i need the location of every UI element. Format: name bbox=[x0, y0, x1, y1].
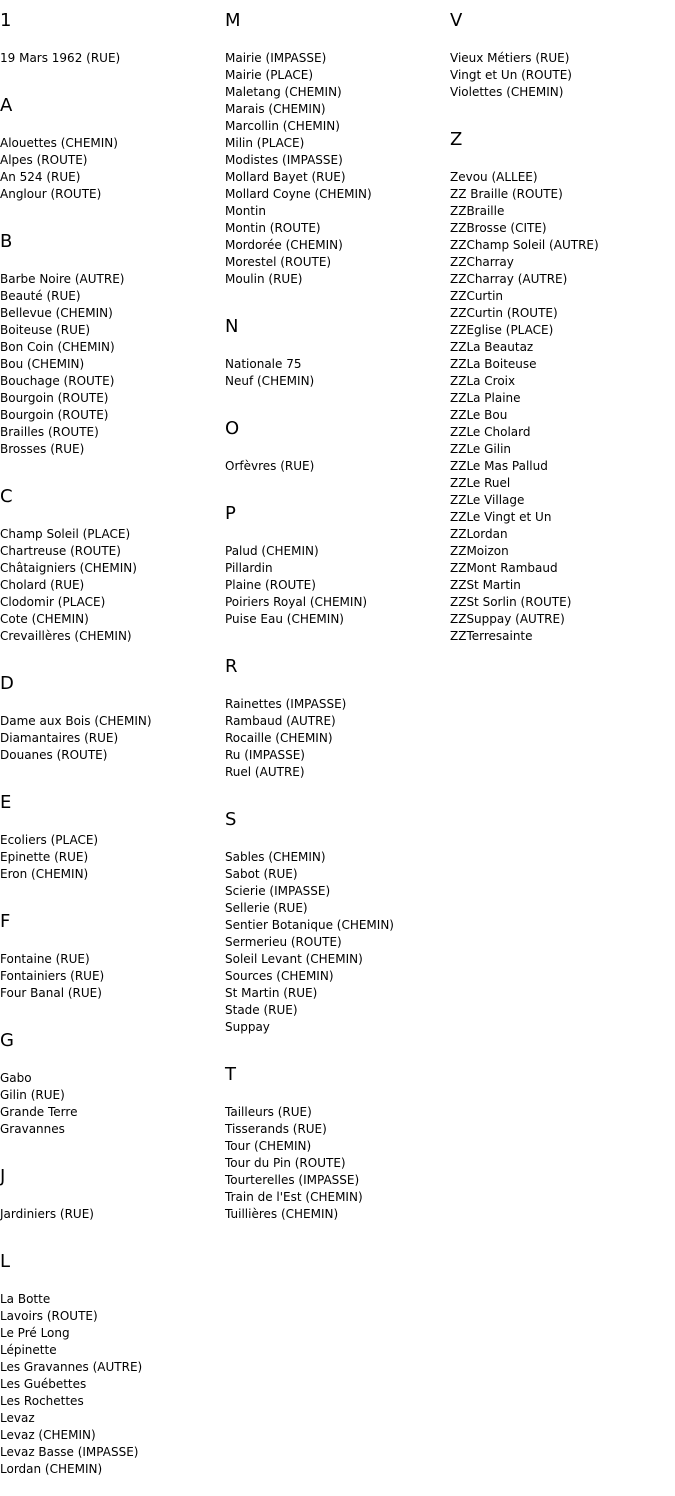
section-letter-heading: 1 bbox=[0, 10, 12, 31]
street-entry: Mairie (IMPASSE) bbox=[225, 51, 327, 65]
street-entry: Orfèvres (RUE) bbox=[225, 459, 315, 473]
index-section bbox=[0, 231, 225, 476]
street-entry: Bouchage (ROUTE) bbox=[0, 374, 115, 388]
street-entry: Dame aux Bois (CHEMIN) bbox=[0, 714, 152, 728]
section-letter-heading: L bbox=[0, 1251, 11, 1272]
index-section bbox=[225, 503, 450, 646]
street-list bbox=[450, 169, 675, 645]
street-list bbox=[0, 526, 225, 645]
street-list bbox=[225, 458, 450, 475]
index-section bbox=[0, 1030, 225, 1156]
street-entry: Cholard (RUE) bbox=[0, 578, 85, 592]
street-entry: Vieux Métiers (RUE) bbox=[450, 51, 570, 65]
street-entry: ZZSt Sorlin (ROUTE) bbox=[450, 595, 572, 609]
street-entry: ZZCurtin (ROUTE) bbox=[450, 306, 558, 320]
street-entry: Tourterelles (IMPASSE) bbox=[225, 1173, 360, 1187]
street-entry: ZZCharray (AUTRE) bbox=[450, 272, 568, 286]
street-entry: Ecoliers (PLACE) bbox=[0, 833, 99, 847]
street-entry: Douanes (ROUTE) bbox=[0, 748, 108, 762]
street-entry: Stade (RUE) bbox=[225, 1003, 298, 1017]
street-entry: ZZLe Ruel bbox=[450, 476, 511, 490]
street-entry: Gabo bbox=[0, 1071, 32, 1085]
street-entry: Maletang (CHEMIN) bbox=[225, 85, 342, 99]
street-entry: ZZEglise (PLACE) bbox=[450, 323, 554, 337]
street-entry: Crevaillères (CHEMIN) bbox=[0, 629, 132, 643]
street-list bbox=[0, 1070, 225, 1138]
street-entry: ZZLe Gilin bbox=[450, 442, 512, 456]
street-entry: Sentier Botanique (CHEMIN) bbox=[225, 918, 394, 932]
street-entry: Bou (CHEMIN) bbox=[0, 357, 85, 371]
street-list bbox=[0, 135, 225, 203]
street-entry: Montin (ROUTE) bbox=[225, 221, 321, 235]
street-entry: Train de l'Est (CHEMIN) bbox=[225, 1190, 363, 1204]
index-section bbox=[225, 1064, 450, 1241]
street-entry: Brosses (RUE) bbox=[0, 442, 85, 456]
street-entry: Levaz bbox=[0, 1411, 35, 1425]
street-entry: Scierie (IMPASSE) bbox=[225, 884, 331, 898]
street-entry: ZZLe Cholard bbox=[450, 425, 531, 439]
section-letter-heading: B bbox=[0, 231, 13, 252]
street-entry: Levaz Basse (IMPASSE) bbox=[0, 1445, 139, 1459]
street-entry: Zevou (ALLEE) bbox=[450, 170, 538, 184]
street-entry: Lépinette bbox=[0, 1343, 57, 1357]
section-letter-heading: C bbox=[0, 486, 13, 507]
street-entry: Four Banal (RUE) bbox=[0, 986, 102, 1000]
street-entry: Moulin (RUE) bbox=[225, 272, 303, 286]
street-entry: Gravannes bbox=[0, 1122, 65, 1136]
street-list bbox=[0, 713, 225, 764]
street-entry: Sermerieu (ROUTE) bbox=[225, 935, 342, 949]
street-list bbox=[225, 1104, 450, 1223]
street-entry: ZZSt Martin bbox=[450, 578, 521, 592]
street-entry: Palud (CHEMIN) bbox=[225, 544, 319, 558]
street-entry: Les Guébettes bbox=[0, 1377, 87, 1391]
street-entry: Marcollin (CHEMIN) bbox=[225, 119, 340, 133]
section-letter-heading: N bbox=[225, 316, 239, 337]
street-entry: Mordorée (CHEMIN) bbox=[225, 238, 343, 252]
street-entry: ZZLa Boiteuse bbox=[450, 357, 537, 371]
street-index-column-1 bbox=[0, 0, 225, 1496]
street-entry: Ruel (AUTRE) bbox=[225, 765, 305, 779]
street-entry: Eron (CHEMIN) bbox=[0, 867, 89, 881]
section-letter-heading: G bbox=[0, 1030, 14, 1051]
street-entry: ZZSuppay (AUTRE) bbox=[450, 612, 565, 626]
street-entry: An 524 (RUE) bbox=[0, 170, 81, 184]
street-entry: Vingt et Un (ROUTE) bbox=[450, 68, 572, 82]
street-entry: Montin bbox=[225, 204, 266, 218]
street-entry: Nationale 75 bbox=[225, 357, 302, 371]
street-entry: Marais (CHEMIN) bbox=[225, 102, 326, 116]
section-letter-heading: A bbox=[0, 95, 13, 116]
street-entry: ZZChamp Soleil (AUTRE) bbox=[450, 238, 599, 252]
street-entry: Beauté (RUE) bbox=[0, 289, 81, 303]
street-entry: Diamantaires (RUE) bbox=[0, 731, 119, 745]
street-entry: ZZMoizon bbox=[450, 544, 509, 558]
street-entry: Sables (CHEMIN) bbox=[225, 850, 326, 864]
street-entry: Les Gravannes (AUTRE) bbox=[0, 1360, 143, 1374]
street-list bbox=[225, 543, 450, 628]
street-entry: Ru (IMPASSE) bbox=[225, 748, 305, 762]
street-entry: Grande Terre bbox=[0, 1105, 78, 1119]
street-entry: Sources (CHEMIN) bbox=[225, 969, 334, 983]
section-letter-heading: O bbox=[225, 418, 240, 439]
street-entry: Chartreuse (ROUTE) bbox=[0, 544, 121, 558]
street-entry: Soleil Levant (CHEMIN) bbox=[225, 952, 363, 966]
street-entry: Sabot (RUE) bbox=[225, 867, 298, 881]
street-entry: Alouettes (CHEMIN) bbox=[0, 136, 118, 150]
street-entry: Rambaud (AUTRE) bbox=[225, 714, 336, 728]
street-entry: Châtaigniers (CHEMIN) bbox=[0, 561, 137, 575]
street-entry: ZZLe Mas Pallud bbox=[450, 459, 548, 473]
street-list bbox=[0, 1206, 225, 1223]
street-entry: Anglour (ROUTE) bbox=[0, 187, 102, 201]
street-entry: Poiriers Royal (CHEMIN) bbox=[225, 595, 368, 609]
street-list bbox=[0, 832, 225, 883]
street-entry: ZZ Braille (ROUTE) bbox=[450, 187, 563, 201]
street-entry: Le Pré Long bbox=[0, 1326, 70, 1340]
street-entry: Milin (PLACE) bbox=[225, 136, 305, 150]
street-entry: Cote (CHEMIN) bbox=[0, 612, 89, 626]
street-entry: Suppay bbox=[225, 1020, 270, 1034]
street-entry: Rocaille (CHEMIN) bbox=[225, 731, 333, 745]
section-letter-heading: P bbox=[225, 503, 236, 524]
street-entry: Tour (CHEMIN) bbox=[225, 1139, 312, 1153]
street-entry: Pillardin bbox=[225, 561, 273, 575]
section-letter-heading: J bbox=[0, 1166, 6, 1187]
street-entry: ZZLa Plaine bbox=[450, 391, 521, 405]
index-section bbox=[225, 656, 450, 799]
street-entry: Bourgoin (ROUTE) bbox=[0, 408, 109, 422]
section-letter-heading: T bbox=[225, 1064, 236, 1085]
street-entry: Bourgoin (ROUTE) bbox=[0, 391, 109, 405]
street-entry: ZZLordan bbox=[450, 527, 508, 541]
street-entry: ZZCurtin bbox=[450, 289, 504, 303]
street-entry: Clodomir (PLACE) bbox=[0, 595, 106, 609]
street-entry: ZZLa Beautaz bbox=[450, 340, 534, 354]
street-entry: Mollard Bayet (RUE) bbox=[225, 170, 346, 184]
street-entry: ZZLe Vingt et Un bbox=[450, 510, 552, 524]
street-list bbox=[0, 50, 225, 67]
index-section bbox=[0, 95, 225, 221]
index-section bbox=[0, 673, 225, 782]
index-section bbox=[0, 486, 225, 663]
index-section bbox=[225, 316, 450, 408]
index-section bbox=[0, 792, 225, 901]
street-index-column-2 bbox=[225, 0, 450, 1241]
street-index-column-3 bbox=[450, 0, 675, 663]
street-entry: ZZTerresainte bbox=[450, 629, 533, 643]
street-entry: Tailleurs (RUE) bbox=[225, 1105, 312, 1119]
street-entry: ZZCharray bbox=[450, 255, 514, 269]
street-entry: ZZLa Croix bbox=[450, 374, 516, 388]
street-list bbox=[225, 696, 450, 781]
street-entry: Lavoirs (ROUTE) bbox=[0, 1309, 98, 1323]
index-section bbox=[225, 418, 450, 493]
index-section bbox=[225, 10, 450, 306]
street-entry: Levaz (CHEMIN) bbox=[0, 1428, 96, 1442]
section-letter-heading: M bbox=[225, 10, 241, 31]
street-entry: Sellerie (RUE) bbox=[225, 901, 308, 915]
street-entry: Rainettes (IMPASSE) bbox=[225, 697, 347, 711]
section-letter-heading: E bbox=[0, 792, 12, 813]
street-list bbox=[225, 356, 450, 390]
street-entry: Tisserands (RUE) bbox=[225, 1122, 327, 1136]
street-entry: ZZLe Bou bbox=[450, 408, 508, 422]
index-section bbox=[450, 10, 675, 119]
street-entry: Puise Eau (CHEMIN) bbox=[225, 612, 344, 626]
street-entry: Jardiniers (RUE) bbox=[0, 1207, 94, 1221]
section-letter-heading: V bbox=[450, 10, 463, 31]
street-entry: 19 Mars 1962 (RUE) bbox=[0, 51, 121, 65]
section-letter-heading: D bbox=[0, 673, 14, 694]
street-list bbox=[0, 951, 225, 1002]
street-entry: Mollard Coyne (CHEMIN) bbox=[225, 187, 372, 201]
street-entry: Lordan (CHEMIN) bbox=[0, 1462, 103, 1476]
index-section bbox=[0, 911, 225, 1020]
street-entry: Violettes (CHEMIN) bbox=[450, 85, 564, 99]
street-list bbox=[225, 849, 450, 1036]
street-entry: Boiteuse (RUE) bbox=[0, 323, 91, 337]
street-entry: Fontaine (RUE) bbox=[0, 952, 90, 966]
street-entry: Alpes (ROUTE) bbox=[0, 153, 88, 167]
index-section bbox=[0, 1166, 225, 1241]
section-letter-heading: Z bbox=[450, 129, 463, 150]
street-entry: Bellevue (CHEMIN) bbox=[0, 306, 113, 320]
street-entry: ZZBrosse (CITE) bbox=[450, 221, 547, 235]
street-entry: St Martin (RUE) bbox=[225, 986, 318, 1000]
index-section bbox=[0, 10, 225, 85]
index-section bbox=[0, 1251, 225, 1496]
section-letter-heading: S bbox=[225, 809, 237, 830]
street-entry: Morestel (ROUTE) bbox=[225, 255, 332, 269]
street-entry: Fontainiers (RUE) bbox=[0, 969, 105, 983]
street-entry: La Botte bbox=[0, 1292, 51, 1306]
street-entry: ZZLe Village bbox=[450, 493, 525, 507]
street-entry: ZZBraille bbox=[450, 204, 505, 218]
street-entry: Plaine (ROUTE) bbox=[225, 578, 316, 592]
street-entry: Les Rochettes bbox=[0, 1394, 84, 1408]
street-entry: Epinette (RUE) bbox=[0, 850, 89, 864]
street-entry: Mairie (PLACE) bbox=[225, 68, 314, 82]
street-list bbox=[450, 50, 675, 101]
index-section bbox=[450, 129, 675, 663]
street-list bbox=[0, 271, 225, 458]
street-entry: Champ Soleil (PLACE) bbox=[0, 527, 131, 541]
street-list bbox=[0, 1291, 225, 1478]
street-entry: Bon Coin (CHEMIN) bbox=[0, 340, 115, 354]
street-entry: Neuf (CHEMIN) bbox=[225, 374, 315, 388]
street-entry: ZZMont Rambaud bbox=[450, 561, 558, 575]
street-entry: Brailles (ROUTE) bbox=[0, 425, 99, 439]
street-entry: Modistes (IMPASSE) bbox=[225, 153, 343, 167]
section-letter-heading: F bbox=[0, 911, 11, 932]
street-entry: Gilin (RUE) bbox=[0, 1088, 65, 1102]
street-entry: Barbe Noire (AUTRE) bbox=[0, 272, 125, 286]
index-section bbox=[225, 809, 450, 1054]
street-entry: Tuillières (CHEMIN) bbox=[225, 1207, 339, 1221]
section-letter-heading: R bbox=[225, 656, 238, 677]
street-entry: Tour du Pin (ROUTE) bbox=[225, 1156, 346, 1170]
street-list bbox=[225, 50, 450, 288]
